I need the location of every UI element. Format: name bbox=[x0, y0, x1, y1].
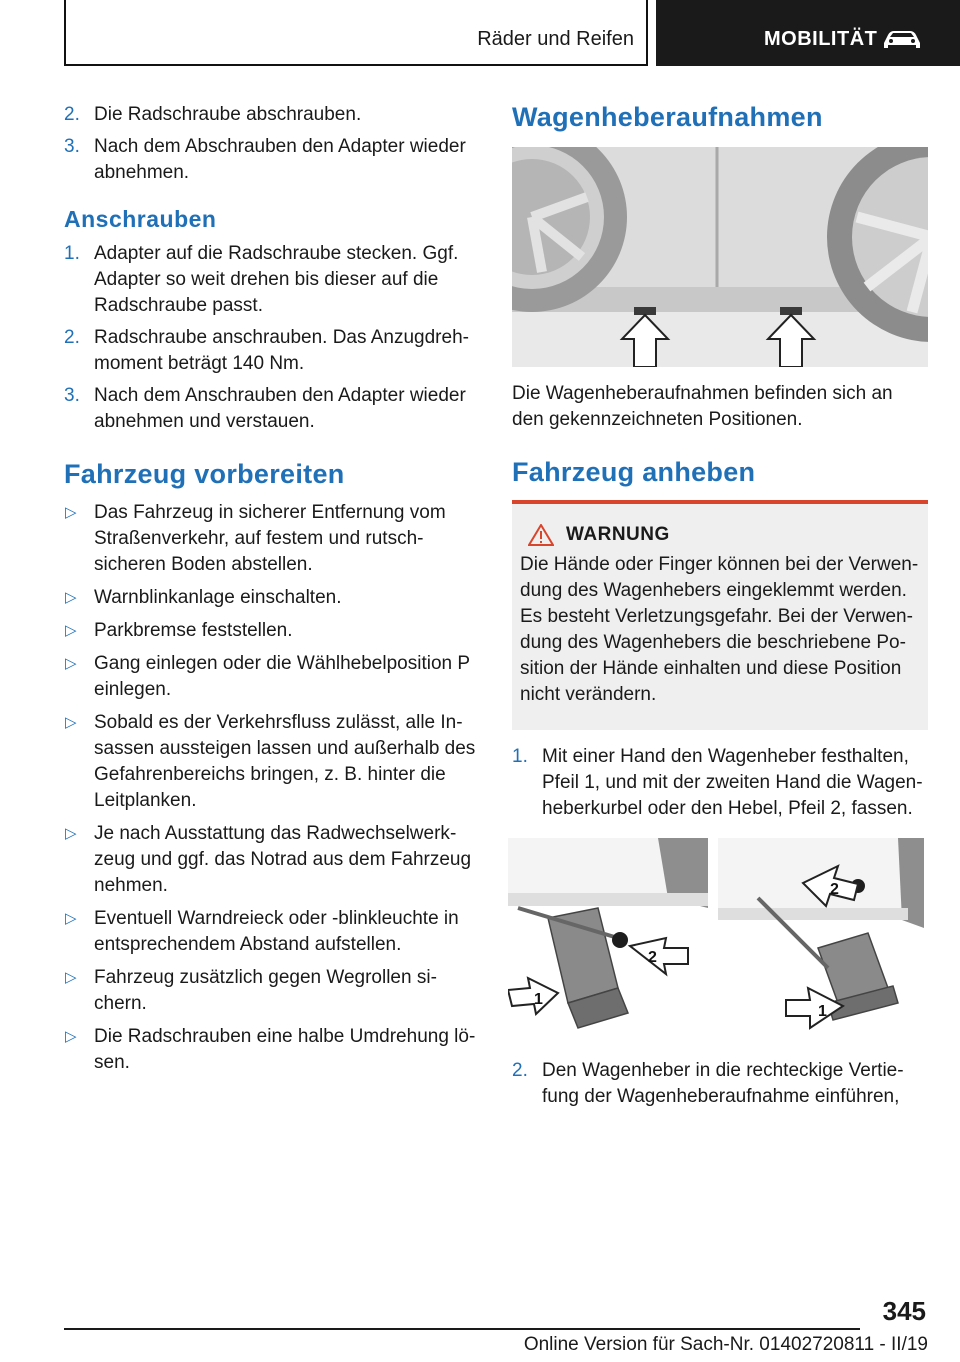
bullet-item bbox=[64, 710, 476, 814]
step-number: 2. bbox=[64, 104, 80, 125]
bullet-item bbox=[64, 965, 476, 1017]
header-chapter-title: MOBILITÄT bbox=[764, 28, 878, 50]
bullet-triangle-icon: ▷ bbox=[65, 622, 77, 639]
footer-online-version: Online Version für Sach-Nr. 01402720811 - II/19 bbox=[523, 1334, 928, 1355]
bullet-triangle-icon: ▷ bbox=[65, 714, 77, 731]
step-text: Radschraube anschrauben. Das Anzugdrehmoment beträgt 140 Nm. bbox=[94, 327, 469, 374]
step-number: 3. bbox=[64, 385, 80, 406]
list-item bbox=[64, 325, 476, 377]
jacking-points-description: Die Wagenheberaufnahmen befinden sich an den gekennzeichneten Positionen. bbox=[512, 383, 893, 430]
page-header bbox=[0, 0, 960, 66]
car-icon bbox=[880, 29, 924, 51]
list-item bbox=[64, 241, 476, 319]
bullet-item bbox=[64, 1024, 476, 1076]
list-item bbox=[512, 744, 928, 822]
bullet-triangle-icon: ▷ bbox=[65, 825, 77, 842]
right-column bbox=[512, 102, 928, 1116]
bullet-triangle-icon: ▷ bbox=[65, 589, 77, 606]
bullet-text: Fahrzeug zusätzlich gegen Wegrollen sichern. bbox=[94, 967, 437, 1014]
bullet-text: Gang einlegen oder die Wählhebelposition P einlegen. bbox=[94, 653, 470, 700]
step-number: 1. bbox=[512, 746, 528, 767]
step-number: 1. bbox=[64, 243, 80, 264]
header-section-box bbox=[64, 0, 648, 66]
step-text: Adapter auf die Radschraube stecken. Ggf. Adapter so weit drehen bis dieser auf die Radschraube passt. bbox=[94, 243, 459, 316]
step-text: Den Wagenheber in die rechteckige Vertiefung der Wagenheberaufnahme einführen, bbox=[542, 1060, 904, 1107]
bullet-text: Das Fahrzeug in sicherer Entfernung vom Straßenverkehr, auf festem und rutschsicheren Boden abstellen. bbox=[94, 502, 446, 575]
step-number: 2. bbox=[512, 1060, 528, 1081]
bullet-item bbox=[64, 618, 476, 644]
bullet-triangle-icon: ▷ bbox=[65, 655, 77, 672]
warning-text: Die Hände oder Finger können bei der Verwendung des Wagenhebers eingeklemmt werden. Es besteht Verletzungsgefahr. Bei der Verwendung des Wagenhebers die beschriebene Position der Hände einhalten und diese Position nicht verändern. bbox=[520, 554, 919, 705]
jack-handling-illustration bbox=[508, 838, 924, 1038]
bullet-text: Eventuell Warndreieck oder -blinkleuchte in entsprechendem Abstand aufstellen. bbox=[94, 908, 459, 955]
bullet-text: Parkbremse feststellen. bbox=[94, 620, 293, 641]
bullet-triangle-icon: ▷ bbox=[65, 910, 77, 927]
step-text: Die Radschraube abschrauben. bbox=[94, 104, 362, 125]
jacking-points-figure bbox=[512, 147, 928, 367]
list-item bbox=[64, 134, 476, 186]
bullet-triangle-icon: ▷ bbox=[65, 504, 77, 521]
step-text: Nach dem Abschrauben den Adapter wieder abnehmen. bbox=[94, 136, 466, 183]
bullet-item bbox=[64, 585, 476, 611]
arrow-2-label: 2 bbox=[830, 881, 839, 898]
heading-fahrzeug-vorbereiten: Fahrzeug vorbereiten bbox=[64, 459, 345, 489]
header-chapter-box bbox=[656, 0, 960, 66]
step-text: Nach dem Anschrauben den Adapter wieder abnehmen und verstauen. bbox=[94, 385, 466, 432]
warning-title: WARNUNG bbox=[566, 524, 670, 545]
bullet-text: Je nach Ausstattung das Radwechselwerkzeug und ggf. das Notrad aus dem Fahrzeug nehmen. bbox=[94, 823, 472, 896]
bullet-text: Sobald es der Verkehrsfluss zulässt, alle Insassen aussteigen lassen und außerhalb des Gefahrenbereichs bringen, z. B. hinter die Leitplanken. bbox=[94, 712, 476, 811]
list-item bbox=[512, 1058, 928, 1110]
heading-anschrauben: Anschrauben bbox=[64, 206, 217, 232]
heading-fahrzeug-anheben: Fahrzeug anheben bbox=[512, 457, 756, 487]
bullet-item bbox=[64, 821, 476, 899]
left-column bbox=[64, 102, 476, 1083]
bullet-item bbox=[64, 651, 476, 703]
bullet-triangle-icon: ▷ bbox=[65, 969, 77, 986]
warning-box bbox=[512, 500, 928, 730]
bullet-item bbox=[64, 906, 476, 958]
page-number: 345 bbox=[882, 1296, 926, 1326]
list-item bbox=[64, 102, 476, 128]
arrow-1-label: 1 bbox=[534, 991, 543, 1008]
step-number: 2. bbox=[64, 327, 80, 348]
warning-header bbox=[520, 524, 920, 546]
heading-wagenheberaufnahmen: Wagenheberaufnahmen bbox=[512, 102, 823, 132]
step-number: 3. bbox=[64, 136, 80, 157]
warning-triangle-icon bbox=[528, 524, 554, 546]
bullet-triangle-icon: ▷ bbox=[65, 1028, 77, 1045]
list-item bbox=[64, 383, 476, 435]
footer-divider bbox=[64, 1328, 860, 1330]
bullet-text: Warnblinkanlage einschalten. bbox=[94, 587, 342, 608]
header-section-title: Räder und Reifen bbox=[477, 28, 634, 50]
bullet-text: Die Radschrauben eine halbe Umdrehung lösen. bbox=[94, 1026, 476, 1073]
arrow-1-label: 1 bbox=[818, 1003, 827, 1020]
jacking-points-illustration bbox=[512, 147, 928, 367]
arrow-2-label: 2 bbox=[648, 949, 657, 966]
step-text: Mit einer Hand den Wagenheber festhalten, Pfeil 1, und mit der zweiten Hand die Wagenheberkurbel oder den Hebel, Pfeil 2, fassen. bbox=[542, 746, 923, 819]
jack-handling-figure bbox=[508, 838, 924, 1038]
bullet-item bbox=[64, 500, 476, 578]
